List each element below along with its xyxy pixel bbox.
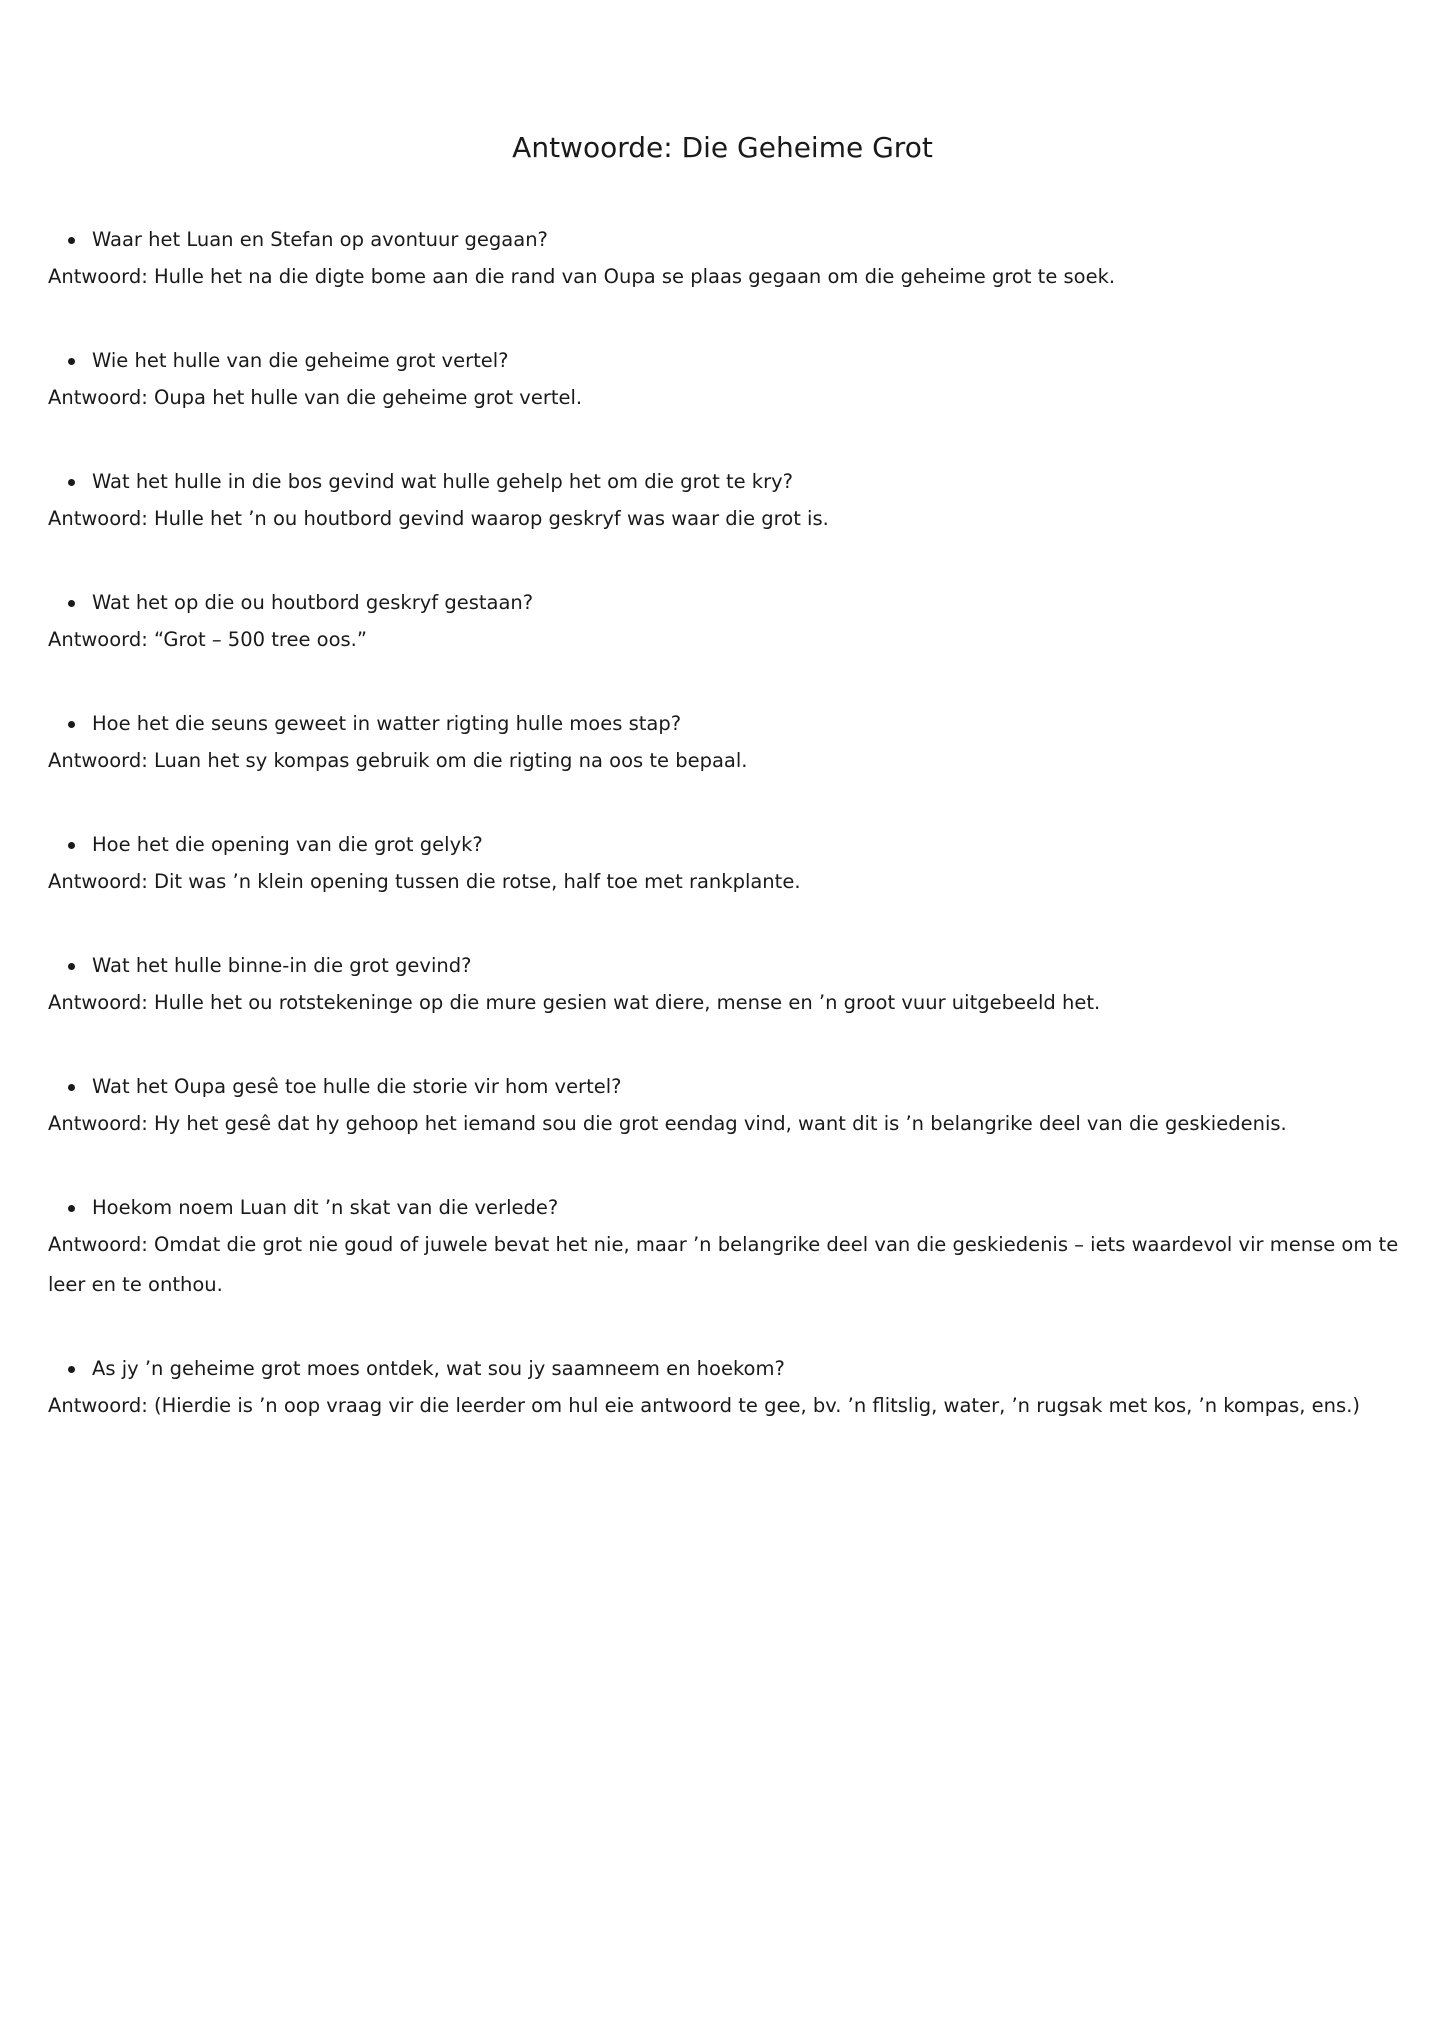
document-title: Antwoorde: Die Geheime Grot (512, 131, 933, 164)
bullet-icon (68, 600, 75, 607)
question-row (44, 223, 1404, 257)
qa-item-3 (44, 465, 1404, 586)
question-row (44, 586, 1404, 620)
question-text: Wat het hulle in die bos gevind wat hulle gehelp het om die grot te kry? (92, 470, 793, 493)
qa-item-8 (44, 1070, 1404, 1191)
answer-text: Antwoord: (Hierdie is ’n oop vraag vir die leerder om hul eie antwoord te gee, bv. ’n flitslig, water, ’n rugsak met kos, ’n kompas, ens.) (48, 1394, 1361, 1417)
question-text: Hoe het die seuns geweet in watter rigting hulle moes stap? (92, 712, 682, 735)
qa-item-4 (44, 586, 1404, 707)
question-row (44, 1352, 1404, 1386)
question-row (44, 1191, 1404, 1225)
answer-text: Antwoord: Hulle het na die digte bome aan die rand van Oupa se plaas gegaan om die geheime grot te soek. (48, 265, 1116, 288)
question-text: Wie het hulle van die geheime grot vertel? (92, 349, 509, 372)
question-row (44, 344, 1404, 378)
bullet-icon (68, 237, 75, 244)
answer-text: Antwoord: Luan het sy kompas gebruik om die rigting na oos te bepaal. (48, 749, 748, 772)
question-row (44, 828, 1404, 862)
question-row (44, 949, 1404, 983)
qa-item-2 (44, 344, 1404, 465)
bullet-icon (68, 1205, 75, 1212)
qa-item-10 (44, 1352, 1404, 1473)
answer-text: Antwoord: Hulle het ou rotstekeninge op die mure gesien wat diere, mense en ’n groot vuur uitgebeeld het. (48, 991, 1101, 1014)
question-answer-list (44, 223, 1404, 1473)
qa-item-7 (44, 949, 1404, 1070)
question-text: Wat het hulle binne-in die grot gevind? (92, 954, 472, 977)
answer-text: Antwoord: Dit was ’n klein opening tussen die rotse, half toe met rankplante. (48, 870, 801, 893)
qa-item-5 (44, 707, 1404, 828)
bullet-icon (68, 721, 75, 728)
bullet-icon (68, 1366, 75, 1373)
qa-item-6 (44, 828, 1404, 949)
answer-text: Antwoord: “Grot – 500 tree oos.” (48, 628, 367, 651)
answer-text: Antwoord: Omdat die grot nie goud of juwele bevat het nie, maar ’n belangrike deel van die geskiedenis – iets waardevol vir mense om te leer en te onthou. (48, 1233, 1399, 1296)
question-text: Hoekom noem Luan dit ’n skat van die verlede? (92, 1196, 559, 1219)
bullet-icon (68, 842, 75, 849)
qa-item-1 (44, 223, 1404, 344)
bullet-icon (68, 963, 75, 970)
bullet-icon (68, 479, 75, 486)
question-text: As jy ’n geheime grot moes ontdek, wat sou jy saamneem en hoekom? (92, 1357, 785, 1380)
answer-text: Antwoord: Hulle het ’n ou houtbord gevind waarop geskryf was waar die grot is. (48, 507, 829, 530)
qa-item-9 (44, 1191, 1404, 1352)
question-text: Wat het op die ou houtbord geskryf gestaan? (92, 591, 534, 614)
question-row (44, 465, 1404, 499)
question-text: Wat het Oupa gesê toe hulle die storie vir hom vertel? (92, 1075, 622, 1098)
question-row (44, 707, 1404, 741)
question-text: Hoe het die opening van die grot gelyk? (92, 833, 483, 856)
answer-text: Antwoord: Oupa het hulle van die geheime grot vertel. (48, 386, 583, 409)
question-text: Waar het Luan en Stefan op avontuur gegaan? (92, 228, 548, 251)
answer-text: Antwoord: Hy het gesê dat hy gehoop het iemand sou die grot eendag vind, want dit is ’n belangrike deel van die geskiedenis. (48, 1112, 1287, 1135)
bullet-icon (68, 358, 75, 365)
bullet-icon (68, 1084, 75, 1091)
question-row (44, 1070, 1404, 1104)
